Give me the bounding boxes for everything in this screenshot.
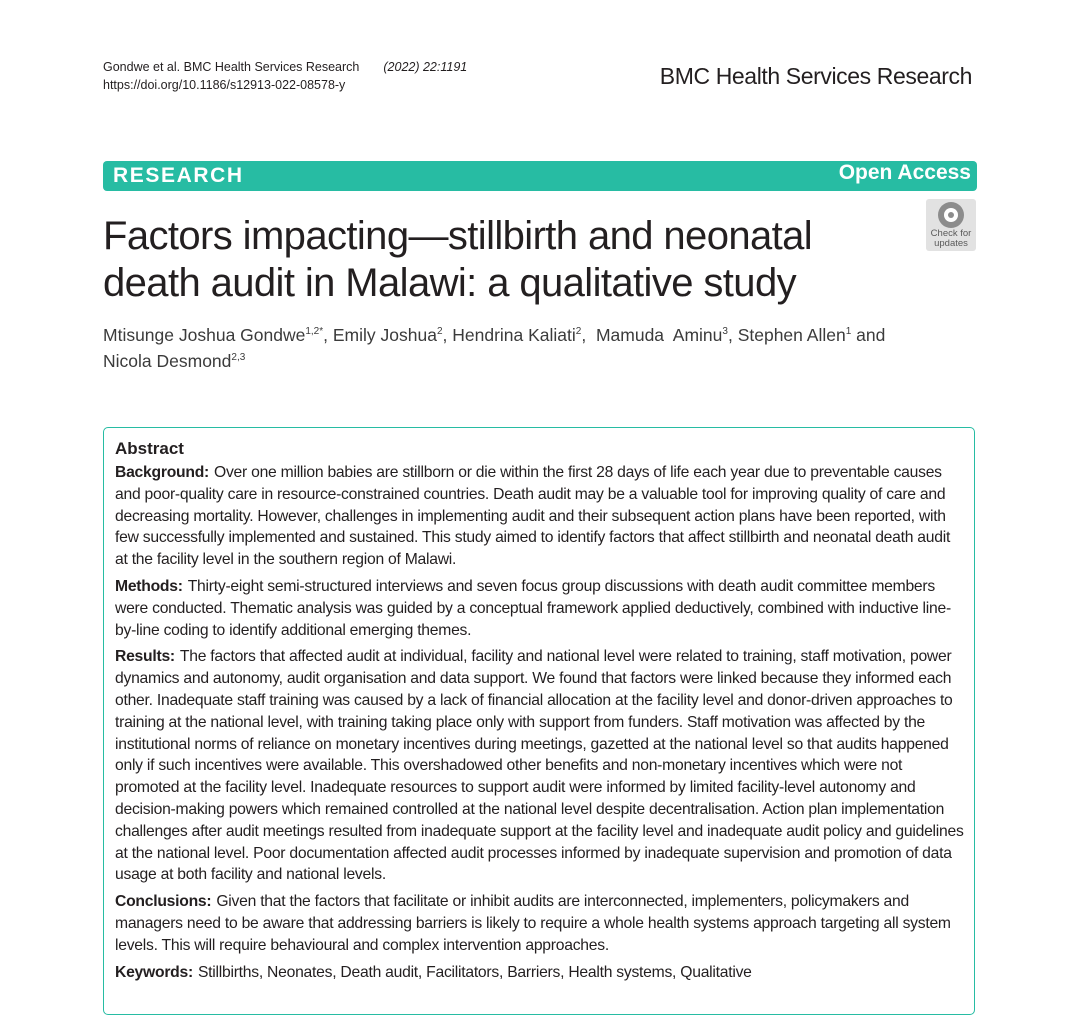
abstract-box bbox=[103, 427, 975, 1015]
citation-year: (2022) 22:1191 bbox=[383, 60, 468, 74]
section-text: Given that the factors that facilitate or inhibit audits are interconnected, implementers, policymakers and managers need to be aware that addressing barriers is likely to require a whole health systems approach targeting all system levels. This will require behavioural and complex intervention approaches. bbox=[115, 893, 951, 954]
section-text: Stillbirths, Neonates, Death audit, Facilitators, Barriers, Health systems, Qualitative bbox=[197, 963, 752, 981]
abstract-background bbox=[115, 462, 964, 571]
author[interactable]: Mamuda Aminu$^3$ bbox=[595, 325, 728, 345]
section-label: Results: bbox=[115, 648, 175, 666]
affiliation-marker: 2 bbox=[575, 326, 582, 337]
section-text: Thirty-eight semi-structured interviews and seven focus group discussions with death audit committee members were conducted. Thematic analysis was guided by a conceptual framework applied deductively, combined with inductive line-by-line coding to identify additional emerging themes. bbox=[115, 577, 951, 639]
article-type-banner bbox=[103, 161, 977, 191]
section-label: Methods: bbox=[115, 577, 183, 595]
doi-link[interactable]: https://doi.org/10.1186/s12913-022-08578-y bbox=[103, 78, 346, 92]
open-access-label: Open Access bbox=[838, 161, 971, 184]
section-label: Background: bbox=[115, 464, 209, 481]
abstract-keywords bbox=[115, 962, 964, 984]
check-for-updates-text: Check for updates bbox=[930, 228, 972, 249]
section-text: The factors that affected audit at individual, facility and national level were related to training, staff motivation, power dynamics and autonomy, audit organisation and data support. We found that factors were linked because they informed each other. Inadequate staff training was caused by a lack of financial allocation at the facility level and donor-driven approaches to training at the national level, with training taking place only with support from funders. Staff motivation was affected by the institutional norms of reliance on monetary incentives during meetings, gazetted at the national level so that audits happened only if such incentives were available. This overshadowed other benefits and non-monetary incentives which were not promoted at the facility level. Inadequate resources to support audit were informed by limited facility-level autonomy and decision-making powers which remained controlled at the national level despite decentralisation. Action plan implementation challenges after audit meetings resulted from inadequate support at the facility level and inadequate audit policy and guidelines at the national level. Poor documentation affected audit processes informed by inadequate supervision and promotion of data usage at both facility and national levels. bbox=[115, 648, 964, 884]
author[interactable]: Emily Joshua$^2$ bbox=[332, 325, 443, 345]
abstract-heading: Abstract bbox=[115, 439, 184, 458]
article-type-label: RESEARCH bbox=[113, 164, 244, 187]
author[interactable]: Mtisunge Joshua Gondwe$^{1,2*}$ bbox=[103, 325, 324, 345]
affiliation-marker: 1,2* bbox=[305, 326, 324, 337]
author[interactable]: Hendrina Kaliati$^2$ bbox=[452, 325, 582, 345]
article-title: Factors impacting—stillbirth and neonatal death audit in Malawi: a qualitative study bbox=[103, 214, 813, 305]
author[interactable]: Stephen Allen$^1$ bbox=[737, 325, 852, 345]
affiliation-marker: 3 bbox=[722, 326, 728, 337]
check-for-updates-badge[interactable] bbox=[926, 199, 976, 251]
section-label: Conclusions: bbox=[115, 893, 212, 911]
check-for-updates-icon bbox=[938, 202, 964, 228]
citation-header bbox=[103, 58, 467, 94]
affiliation-marker: 2,3 bbox=[231, 352, 246, 363]
affiliation-marker: 1 bbox=[845, 326, 852, 337]
section-label: Keywords: bbox=[115, 963, 193, 981]
abstract-results bbox=[115, 646, 964, 886]
affiliation-marker: 2 bbox=[436, 326, 443, 337]
author[interactable]: Nicola Desmond$^{2,3}$ bbox=[103, 351, 246, 371]
journal-name: BMC Health Services Research bbox=[659, 63, 972, 89]
citation-author: Gondwe et al. BMC Health Services Research bbox=[103, 60, 360, 74]
section-text: Over one million babies are stillborn or die within the first 28 days of life each year due to preventable causes and poor-quality care in resource-constrained countries. Death audit may be a valuable tool for improving quality of care and decreasing mortality. However, challenges in implementing audit and their subsequent action plans have been reported, with few successfully implemented and sustained. This study aimed to identify factors that affect stillbirth and neonatal death audit at the facility level in the southern region of Malawi. bbox=[115, 464, 951, 569]
abstract-methods bbox=[115, 576, 964, 641]
abstract-conclusions bbox=[115, 891, 964, 956]
author-list: Mtisunge Joshua Gondwe$^{1,2*}$, Emily Joshua$^2$, Hendrina Kaliati$^2$, Mamuda Aminu$^3$, Stephen Allen$^1$ and Nicola Desmond$^{2,3}$ bbox=[103, 325, 891, 371]
